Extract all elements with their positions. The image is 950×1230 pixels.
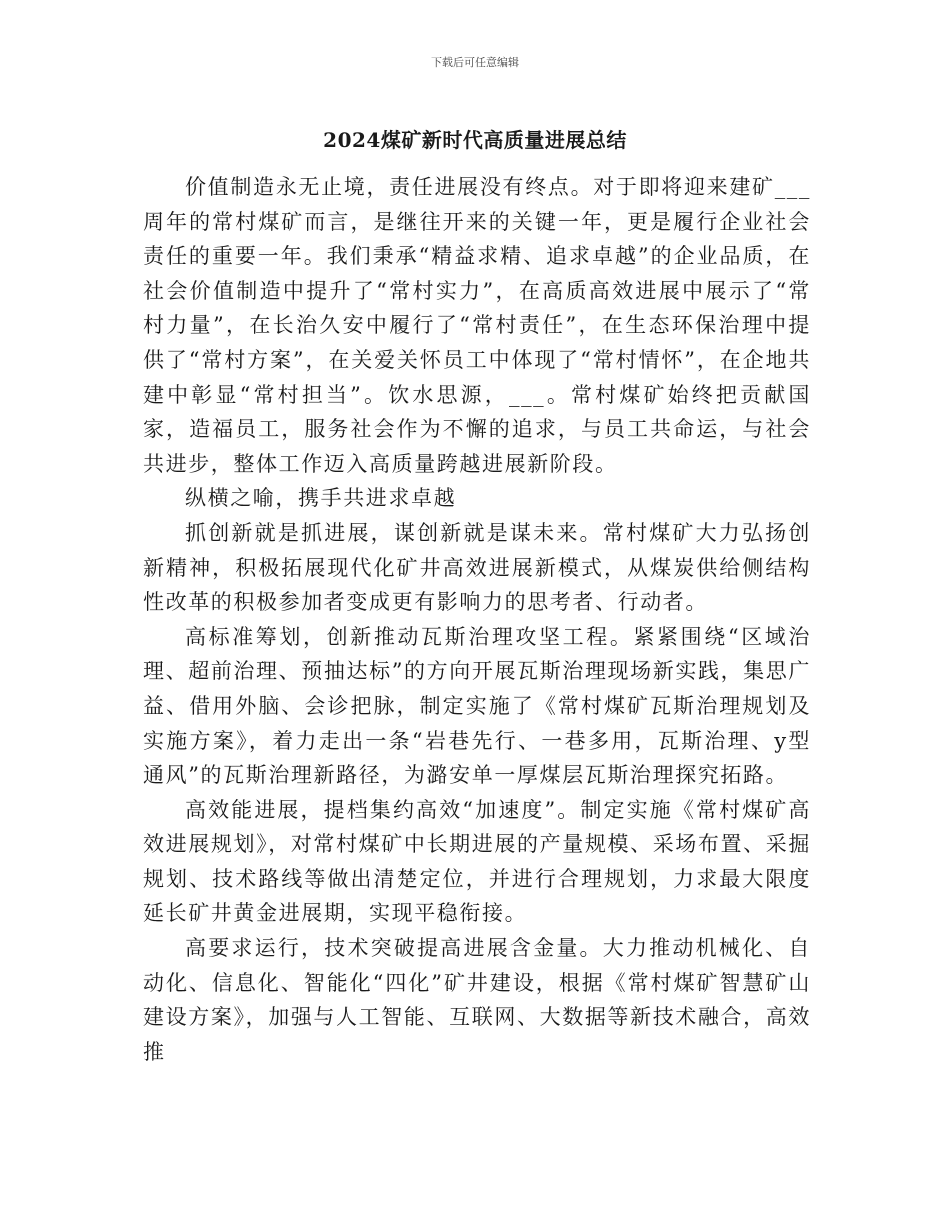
paragraph-innovation: 抓创新就是抓进展，谋创新就是谋未来。常村煤矿大力弘扬创新精神，积极拓展现代化矿井高效进展新模式，从煤炭供给侧结构性改革的积极参加者变成更有影响力的思考者、行动者。 <box>143 520 811 615</box>
paragraph-efficiency: 高效能进展，提档集约高效“加速度”。制定实施《常村煤矿高效进展规划》，对常村煤矿中长期进展的产量规模、采场布置、采掘规划、技术路线等做出清楚定位，并进行合理规划，力求最大限度延长矿井黄金进展期，实现平稳衔接。 <box>143 797 811 926</box>
paragraph-technology: 高要求运行，技术突破提高进展含金量。大力推动机械化、自动化、信息化、智能化“四化”矿井建设，根据《常村煤矿智慧矿山建设方案》，加强与人工智能、互联网、大数据等新技术融合，高效推 <box>143 936 811 1064</box>
paragraph-intro: 价值制造永无止境，责任进展没有终点。对于即将迎来建矿___周年的常村煤矿而言，是继往开来的关键一年，更是履行企业社会责任的重要一年。我们秉承“精益求精、追求卓越”的企业品质，在社会价值制造中提升了“常村实力”，在高质高效进展中展示了“常村力量”，在长治久安中履行了“常村责任”，在生态环保治理中提供了“常村方案”，在关爱关怀员工中体现了“常村情怀”，在企地共建中彰显“常村担当”。饮水思源，___。常村煤矿始终把贡献国家，造福员工，服务社会作为不懈的追求，与员工共命运，与社会共进步，整体工作迈入高质量跨越进展新阶段。 <box>143 175 811 476</box>
section-heading: 纵横之喻，携手共进求卓越 <box>185 486 457 511</box>
page-header-note: 下载后可任意编辑 <box>431 56 519 69</box>
paragraph-gas-governance: 高标准筹划，创新推动瓦斯治理攻坚工程。紧紧围绕“区域治理、超前治理、预抽达标”的方向开展瓦斯治理现场新实践，集思广益、借用外脑、会诊把脉，制定实施了《常村煤矿瓦斯治理规划及实施方案》，着力走出一条“岩巷先行、一巷多用，瓦斯治理、y型通风”的瓦斯治理新路径，为潞安单一厚煤层瓦斯治理探究拓路。 <box>143 624 811 788</box>
document-body <box>143 170 811 1069</box>
document-title: 2024煤矿新时代高质量进展总结 <box>323 128 627 152</box>
